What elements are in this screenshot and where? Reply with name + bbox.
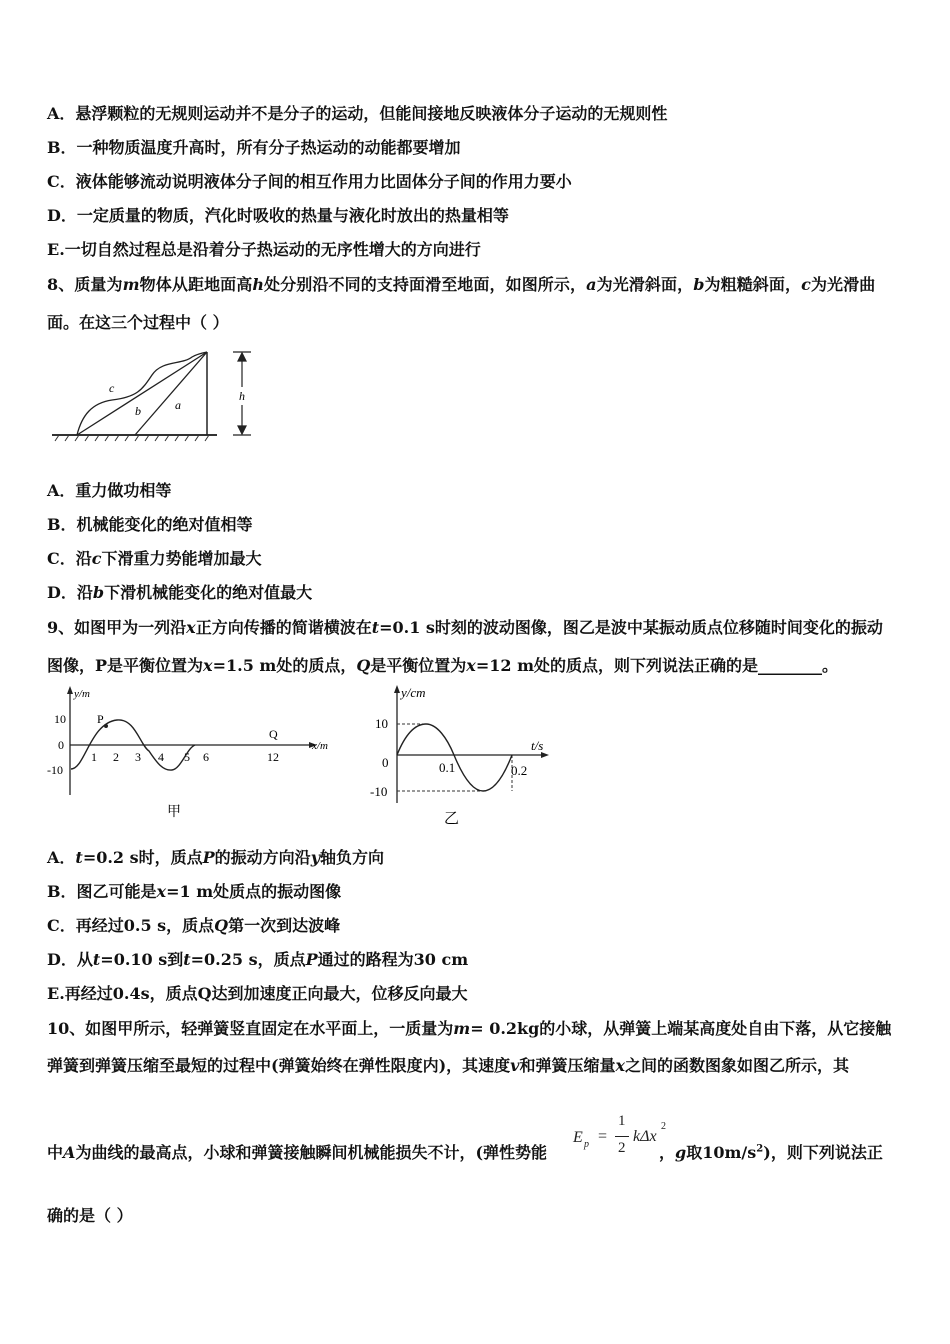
- label-b: b: [135, 404, 141, 418]
- q9-stem-line1: 9、如图甲为一列沿x正方向传播的简谐横波在t=0.1 s时刻的波动图像，图乙是波中某振动质点位移随时间变化的振动: [47, 618, 883, 637]
- wave-tick-1: 1: [91, 750, 97, 764]
- slope-a: [135, 352, 207, 435]
- wave-y0: 0: [58, 738, 64, 752]
- vib-caption: 乙: [444, 811, 460, 827]
- wave-P-label: P: [97, 712, 104, 726]
- q9-figure-vibration: [365, 683, 555, 828]
- q8-figure-slopes: [47, 345, 267, 450]
- q9-option-b: B．图乙可能是x=1 m处质点的振动图像: [47, 882, 342, 901]
- elastic-energy-formula: E p = 1 2 kΔx 2: [573, 1113, 666, 1156]
- label-a: a: [175, 398, 181, 412]
- wave-Q-label: Q: [269, 727, 278, 741]
- vib-y10: 10: [375, 716, 388, 731]
- vib-xlabel: t/s: [531, 738, 544, 753]
- fraction-bar: [615, 1136, 629, 1137]
- q7-option-b: B．一种物质温度升高时，所有分子热运动的动能都要增加: [47, 138, 461, 157]
- q8-option-d: D．沿b下滑机械能变化的绝对值最大: [47, 583, 313, 602]
- wave-y10: 10: [54, 712, 66, 726]
- q8-option-a: A．重力做功相等: [47, 481, 172, 500]
- q10-stem-line2: 弹簧到弹簧压缩至最短的过程中(弹簧始终在弹性限度内)，其速度v和弹簧压缩量x之间的函数图象如图乙所示，其: [47, 1056, 850, 1075]
- label-c: c: [109, 381, 115, 395]
- q7-option-e: E.一切自然过程总是沿着分子热运动的无序性增大的方向进行: [47, 240, 481, 259]
- slope-b: [77, 352, 207, 435]
- q10-stem-line1: 10、如图甲所示，轻弹簧竖直固定在水平面上，一质量为m= 0.2kg的小球，从弹簧上端某高度处自由下落，从它接触: [47, 1019, 892, 1038]
- wave-tick-4: 4: [158, 750, 164, 764]
- wave-tick-6: 6: [203, 750, 209, 764]
- wave-tick-2: 2: [113, 750, 119, 764]
- wave-xlabel: x/m: [312, 740, 328, 752]
- q9-option-e: E.再经过0.4s，质点Q达到加速度正向最大，位移反向最大: [47, 984, 468, 1003]
- q8-stem-line2: 面。在这三个过程中（ ）: [47, 313, 229, 332]
- vib-ylabel: y/cm: [401, 685, 426, 700]
- q10-stem-line3: 中A为曲线的最高点，小球和弹簧接触瞬间机械能损失不计，(弹性势能 ，g取$10m/s^2$)，则下列说法正: [47, 1143, 883, 1162]
- q8-stem-line1: 8、质量为m物体从距地面高h处分别沿不同的支持面滑至地面，如图所示，a为光滑斜面，b为粗糙斜面，c为光滑曲: [47, 275, 876, 294]
- ground-hatch: [52, 435, 217, 441]
- q9-stem-line2: 图像，P是平衡位置为x=1.5 m处的质点，Q是平衡位置为x=12 m处的质点，则下列说法正确的是________。: [47, 656, 839, 675]
- q8-option-c: C．沿c下滑重力势能增加最大: [47, 549, 262, 568]
- q8-option-b: B．机械能变化的绝对值相等: [47, 515, 253, 534]
- vib-y0: 0: [382, 755, 389, 770]
- q7-option-c: C．液体能够流动说明液体分子间的相互作用力比固体分子间的作用力要小: [47, 172, 572, 191]
- wave-yn10: -10: [47, 763, 63, 777]
- wave-caption: 甲: [167, 805, 181, 820]
- vib-t2: 0.2: [511, 763, 528, 778]
- wave-ylabel: y/m: [74, 688, 90, 700]
- vib-yn10: -10: [370, 784, 388, 799]
- q9-option-a: A．t=0.2 s时，质点P的振动方向沿y轴负方向: [47, 848, 384, 867]
- vib-t1: 0.1: [439, 760, 456, 775]
- vib-curve: [397, 724, 512, 791]
- q9-figure-wave: [45, 683, 345, 823]
- q7-option-a: A．悬浮颗粒的无规则运动并不是分子的运动，但能间接地反映液体分子运动的无规则性: [47, 104, 668, 123]
- label-h: h: [239, 389, 245, 403]
- wave-tick-5: 5: [184, 750, 190, 764]
- q7-option-d: D．一定质量的物质，汽化时吸收的热量与液化时放出的热量相等: [47, 206, 509, 225]
- q9-option-c: C．再经过0.5 s，质点Q第一次到达波峰: [47, 916, 341, 935]
- q10-stem-line4: 确的是（ ）: [47, 1206, 133, 1225]
- point-P: [104, 724, 108, 728]
- q9-option-d: D．从t=0.10 s到t=0.25 s，质点P通过的路程为30 cm: [47, 950, 469, 969]
- wave-tick-3: 3: [135, 750, 141, 764]
- wave-tick-12: 12: [267, 750, 279, 764]
